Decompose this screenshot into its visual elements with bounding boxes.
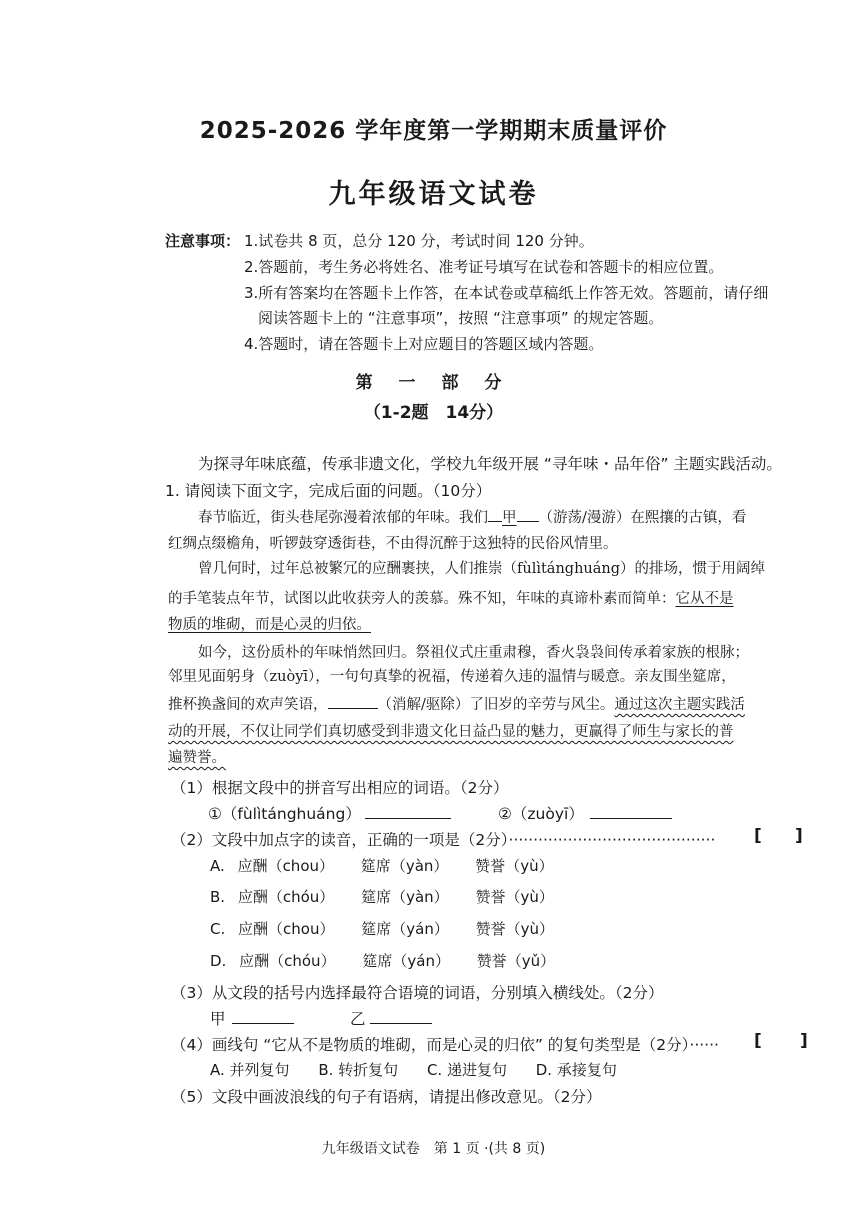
blank-jia-pre [488,507,502,522]
pinyin: （yán） [392,952,450,970]
option-letter: D. [210,952,227,970]
passage-line-7: 邻里见面躬身（zuòyī），一句句真挚的祝福，传递着久违的温情与暖意。亲友围坐筵席， [168,669,736,685]
pinyin: （yán） [391,920,449,938]
word-text: 赞誉 [475,857,506,875]
option-c [210,918,554,939]
passage-line-5 [168,613,371,634]
option-letter: B. [210,888,226,906]
word-text: 应酬 [237,857,268,875]
option-word [238,857,268,875]
answer-bracket-left: [ [754,826,762,846]
pinyin-a: ①（fùlìtánghuáng） [208,805,361,823]
notice-label: 注意事项： [165,232,241,250]
exam-subtitle: 九年级语文试卷 [328,179,539,210]
question-1-stem: 1. 请阅读下面文字，完成后面的问题。（10分） [165,482,492,500]
blank-jia-post [517,507,539,522]
option-letter: A. [210,857,225,875]
answer-blank-b[interactable] [590,804,672,819]
option-a [210,855,554,876]
pinyin-b: ②（zuòyī） [498,805,584,823]
option-letter: C. [210,920,226,938]
option-a: A. 并列复句 [210,1061,290,1079]
sub-question-3-jia [210,1007,294,1029]
option-d: D. 承接复句 [535,1061,617,1079]
pinyin: （yù） [505,888,554,906]
word-text: 赞誉 [476,952,507,970]
answer-blank-jia[interactable] [232,1009,294,1024]
word-text: 应酬 [238,920,269,938]
wavy-sentence-part3: 遍赞誉。 [168,750,226,766]
part-title: 第 一 部 分 [355,373,512,393]
sub-question-1-stem: （1）根据文段中的拼音写出相应的词语。（2分） [171,779,509,797]
passage-line-3: 曾几何时，过年总被繁冗的应酬裹挟，人们推崇（fùlìtánghuáng）的排场，惯于用阔绰 [198,561,766,577]
notice-item-1: 1.试卷共 8 页，总分 120 分，考试时间 120 分钟。 [244,232,594,250]
blank-jia-label: 甲 [502,510,517,526]
sub-question-2-stem: （2）文段中加点字的读音，正确的一项是（2分）·········································· [171,831,716,849]
sub-question-4-stem: （4）画线句 “它从不是物质的堆砌，而是心灵的归依” 的复句类型是（2分）······ [171,1036,719,1054]
passage-text: （游荡/漫游）在熙攘的古镇，看 [538,510,747,526]
passage-line-2: 红绸点缀檐角，听锣鼓穿透街巷，不由得沉醉于这独特的民俗风情里。 [168,536,618,552]
answer-blank-a[interactable] [365,804,451,819]
passage-text: （消解/驱除）了旧岁的辛劳与风尘。 [377,697,615,713]
sub-question-3-yi [350,1007,432,1029]
passage-line-8 [168,693,745,714]
yi-label: 乙 [350,1010,366,1028]
pinyin: （yù） [505,857,554,875]
pinyin: （yǔ） [506,952,556,970]
exam-title: 2025-2026 学年度第一学期期末质量评价 [199,118,668,144]
answer-bracket-right: ] [795,826,803,846]
pinyin: （chóu） [267,888,335,906]
pinyin: （yàn） [390,857,449,875]
word-text: 筵席 [362,952,393,970]
underlined-sentence-part2: 物质的堆砌，而是心灵的归依。 [168,617,371,633]
pinyin: （chóu） [269,952,336,970]
passage-text: 推杯换盏间的欢声笑语， [168,697,328,713]
pinyin: （yàn） [391,888,449,906]
word-text: 筵席 [361,920,392,938]
option-c: C. 递进复句 [426,1061,507,1079]
wavy-sentence-part2: 动的开展，不仅让同学们真切感受到非遗文化日益凸显的魅力，更赢得了师生与家长的普 [168,724,734,740]
pinyin: （yù） [505,920,555,938]
pinyin: （chou） [267,857,335,875]
pinyin: （chou） [268,920,335,938]
word-text: 筵席 [361,888,392,906]
passage-text: 的手笔装点年节，试图以此收获旁人的羡慕。殊不知，年味的真谛朴素而简单： [168,591,676,607]
passage-line-4 [168,587,734,608]
passage-line-1 [198,506,746,527]
answer-bracket-left: [ [754,1031,762,1051]
wavy-sentence-part1: 通过这次主题实践活 [614,697,745,713]
sub-question-1-b [498,802,672,824]
page-footer: 九年级语文试卷 第 1 页 ·(共 8 页) [321,1141,546,1157]
sub-question-4-options [210,1059,617,1080]
underlined-sentence-part1: 它从不是 [675,591,734,607]
option-b [210,886,554,907]
word-text: 应酬 [239,952,270,970]
word-text: 赞誉 [475,920,506,938]
option-d [210,950,555,971]
sub-question-5-stem: （5）文段中画波浪线的句子有语病，请提出修改意见。（2分） [171,1088,602,1106]
passage-line-10 [168,746,226,767]
notice-item-3: 3.所有答案均在答题卡上作答，在本试卷或草稿纸上作答无效。答题前，请仔细 [244,284,769,302]
notice-item-2: 2.答题前，考生务必将姓名、准考证号填写在试卷和答题卡的相应位置。 [244,258,724,276]
sub-question-3-stem: （3）从文段的括号内选择最符合语境的词语，分别填入横线处。（2分） [171,984,664,1002]
answer-bracket-right: ] [800,1031,808,1051]
notice-item-4: 4.答题时，请在答题卡上对应题目的答题区域内答题。 [244,335,604,353]
answer-blank-yi[interactable] [370,1009,432,1024]
notice-item-3-cont: 阅读答题卡上的 “注意事项”，按照 “注意事项” 的规定答题。 [258,309,664,327]
passage-line-9 [168,720,734,741]
word-text: 应酬 [237,888,268,906]
passage-line-6: 如今，这份质朴的年味悄然回归。祭祖仪式庄重肃穆，香火袅袅间传承着家族的根脉； [198,645,749,661]
passage-text: 春节临近，街头巷尾弥漫着浓郁的年味。我们 [198,510,488,526]
part-subtitle: （1-2题 14分） [363,403,504,423]
sub-question-1-a [208,802,451,824]
intro-text: 为探寻年味底蕴，传承非遗文化，学校九年级开展 “寻年味・品年俗” 主题实践活动。 [198,455,782,473]
option-b: B. 转折复句 [318,1061,399,1079]
blank-yi [328,694,378,709]
jia-label: 甲 [210,1010,226,1028]
word-text: 赞誉 [475,888,506,906]
word-text: 筵席 [360,857,391,875]
